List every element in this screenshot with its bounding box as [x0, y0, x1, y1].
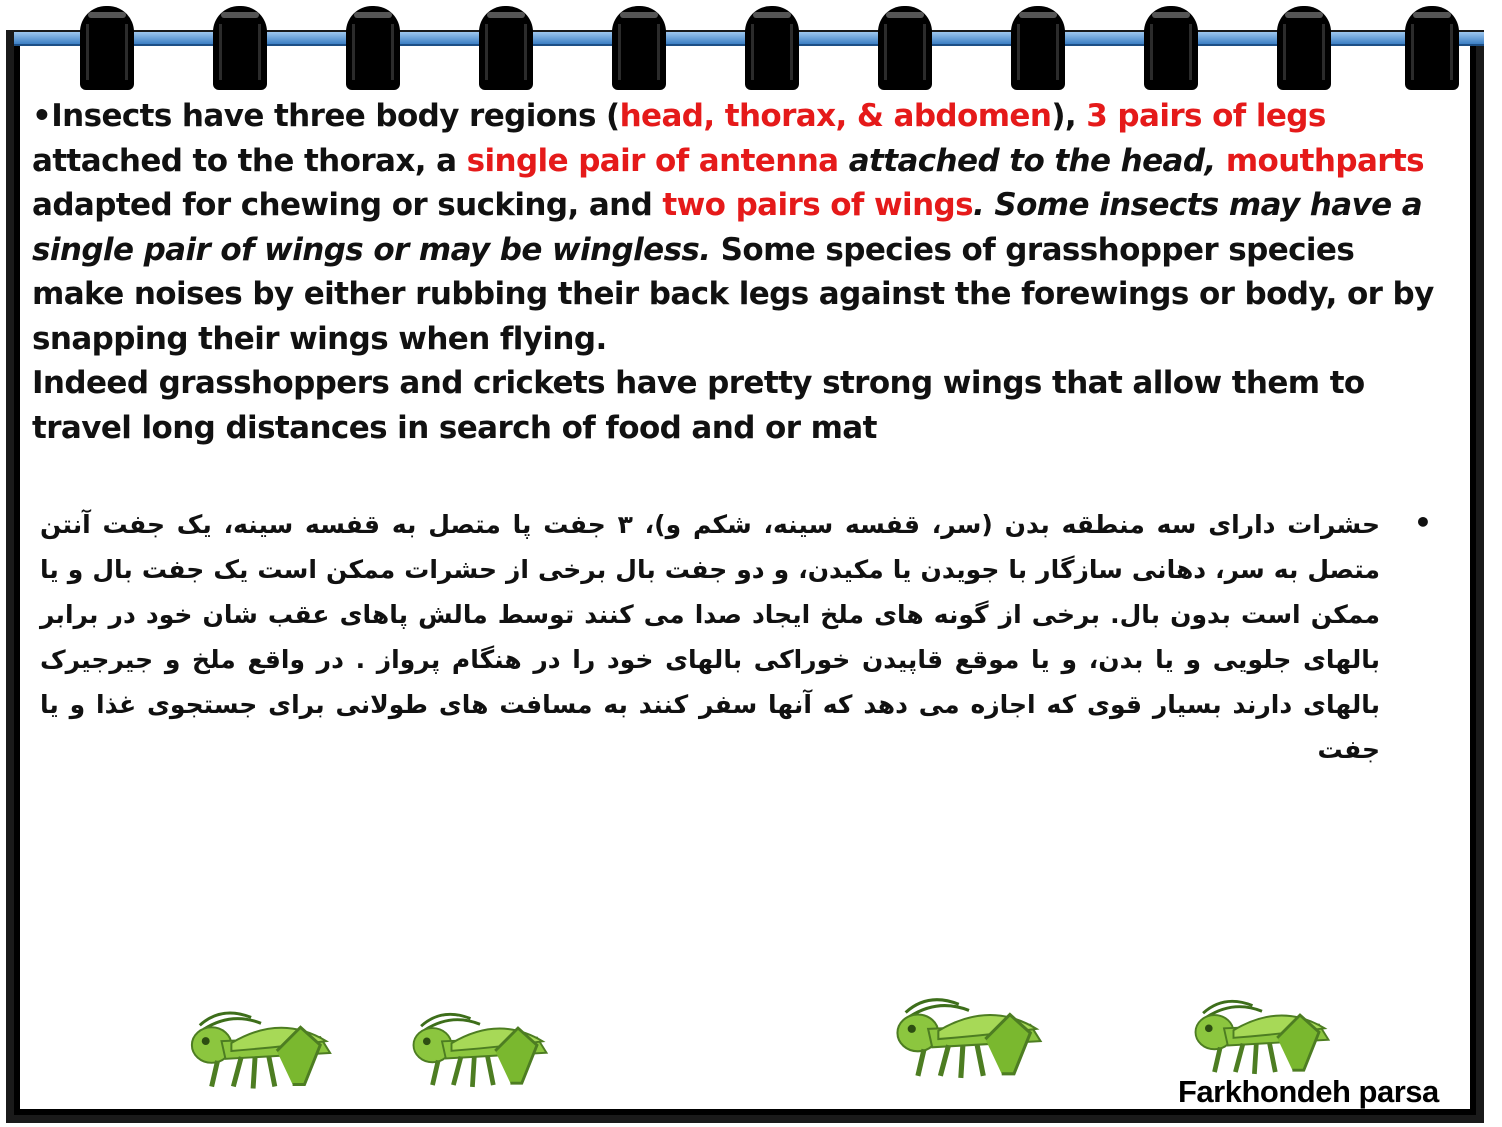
highlight-mouthparts: mouthparts: [1225, 142, 1425, 179]
text-segment: Indeed grasshoppers and crickets have pretty strong wings that allow them to travel long distances in search of food and or mat: [32, 365, 1365, 446]
binder-ring: [1277, 6, 1331, 90]
text-segment: attached to the head,: [838, 142, 1226, 179]
persian-paragraph: حشرات دارای سه منطقه بدن (سر، قفسه سینه، شکم و)، ۳ جفت پا متصل به قفسه سینه، یک جفت آنتن متصل به سر، دهانی سازگار با جویدن یا مکیدن، و دو جفت بال برخی از حشرات ممکن است یک جفت بال و یا ممکن است بدون بال. برخی از گونه های ملخ ایجاد صدا می کنند توسط مالش پاهای عقب شان خود در برابر بالهای جلویی و یا بدن، و یا موقع قاپیدن خوراکی بالهای خود را در هنگام پرواز . در واقع ملخ و جیرجیرک بالهای دارند بسیار قوی که اجازه می دهد که آنها سفر کنند به مسافت های طولانی برای جستجوی غذا و یا جفت: [40, 510, 1381, 764]
highlight-antenna: single pair of antenna: [466, 142, 839, 179]
persian-bullet: •: [1414, 506, 1432, 539]
binder-ring: [878, 6, 932, 90]
text-segment: •Insects have three body regions (: [32, 98, 620, 134]
binder-ring: [1011, 6, 1065, 90]
author-credit: Farkhondeh parsa: [1178, 1074, 1439, 1109]
binder-ring: [612, 6, 666, 90]
binder-ring: [1144, 6, 1198, 90]
grasshopper-icon: [880, 990, 1058, 1082]
text-segment: Some species of grasshopper species make noises by either rubbing their back legs against the forewings or body, or by snapping their wings when flying.: [32, 231, 1434, 357]
grasshopper-icon: [1186, 992, 1338, 1078]
english-paragraph: [32, 94, 1452, 450]
highlight-legs: 3 pairs of legs: [1086, 98, 1326, 134]
binder-ring: [479, 6, 533, 90]
text-segment: attached to the thorax, a: [32, 142, 467, 179]
highlight-wings: two pairs of wings: [662, 187, 973, 223]
text-segment: . Some insects may have a single pair of wings or may be wingless.: [32, 187, 1423, 268]
binder-ring: [213, 6, 267, 90]
binder-ring: [346, 6, 400, 90]
text-segment: ),: [1051, 98, 1087, 134]
binder-ring: [745, 6, 799, 90]
binder-ring: [1405, 6, 1459, 90]
grasshopper-icon: [404, 1002, 556, 1094]
grasshopper-icon: [182, 1002, 340, 1094]
binder-ring: [80, 6, 134, 90]
text-segment: adapted for chewing or sucking, and: [32, 187, 663, 223]
highlight-body-regions: head, thorax, & abdomen: [619, 98, 1052, 134]
